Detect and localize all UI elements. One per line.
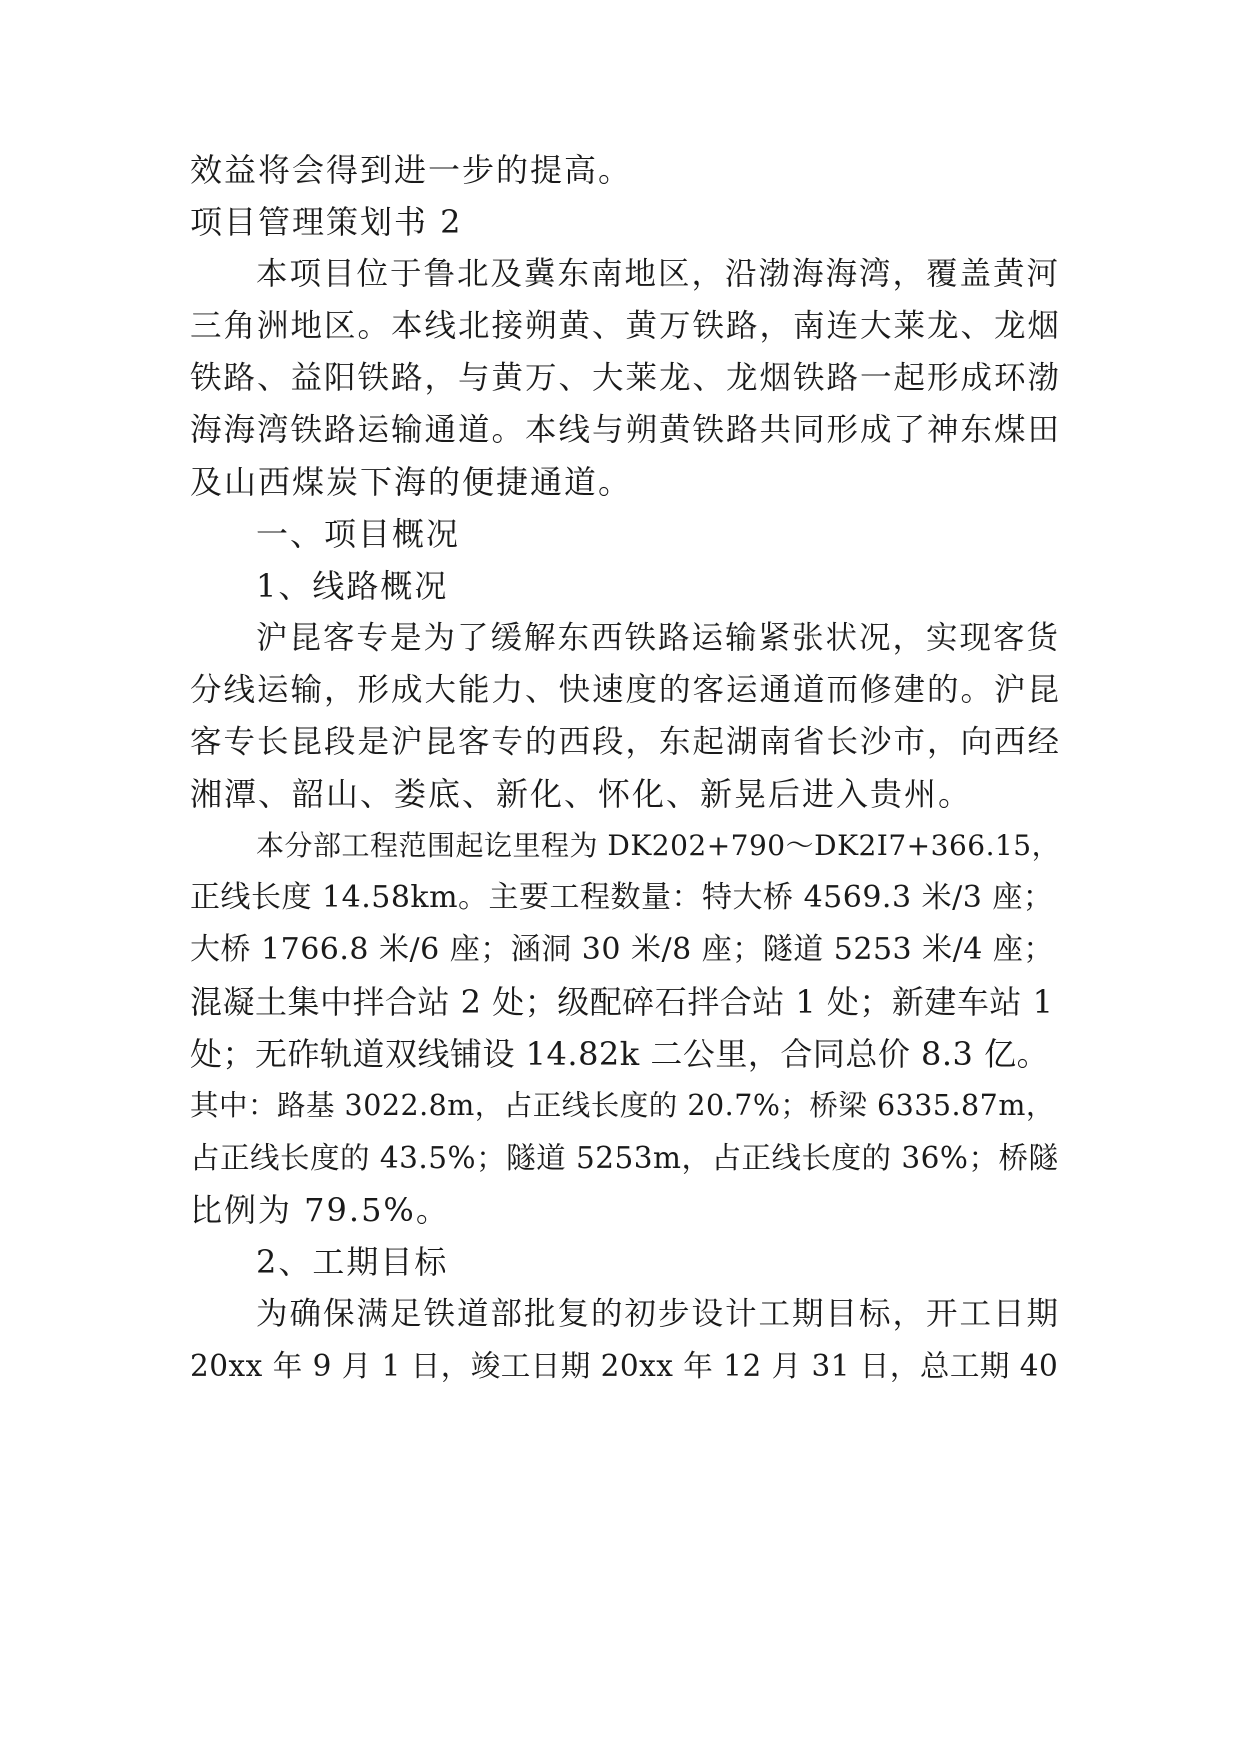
paragraph-line: 本分部工程范围起讫里程为 DK202+790～DK2I7+366.15， — [256, 829, 1061, 862]
paragraph-line: 海海湾铁路运输通道。本线与朔黄铁路共同形成了神东煤田 — [190, 412, 1062, 448]
paragraph-line-continuation: 效益将会得到进一步的提高。 — [190, 151, 633, 189]
paragraph-line: 占正线长度的 43.5%；隧道 5253m，占正线长度的 36%；桥隧 — [190, 1141, 1059, 1175]
paragraph-line: 为确保满足铁道部批复的初步设计工期目标，开工日期 — [256, 1296, 1061, 1332]
paragraph-line: 客专长昆段是沪昆客专的西段，东起湖南省长沙市，向西经 — [190, 724, 1062, 760]
paragraph-line: 分线运输，形成大能力、快速度的客运通道而修建的。沪昆 — [190, 672, 1062, 708]
paragraph-line: 及山西煤炭下海的便捷通道。 — [190, 463, 633, 501]
paragraph-line: 混凝土集中拌合站 2 处；级配碎石拌合站 1 处；新建车站 1 — [190, 983, 1054, 1021]
heading-project-overview: 一、项目概况 — [256, 515, 461, 553]
paragraph-line: 处；无砟轨道双线铺设 14.82k 二公里，合同总价 8.3 亿。 — [190, 1035, 1050, 1073]
heading-schedule-target: 2、工期目标 — [256, 1243, 449, 1281]
paragraph-line: 大桥 1766.8 米/6 座；涵洞 30 米/8 座；隧道 5253 米/4 座； — [190, 932, 1054, 967]
paragraph-line: 沪昆客专是为了缓解东西铁路运输紧张状况，实现客货 — [256, 620, 1061, 656]
paragraph-line: 湘潭、韶山、娄底、新化、怀化、新晃后进入贵州。 — [190, 775, 973, 813]
paragraph-line: 比例为 79.5%。 — [190, 1191, 450, 1229]
paragraph-line: 本项目位于鲁北及冀东南地区，沿渤海海湾，覆盖黄河 — [256, 256, 1061, 292]
paragraph-line: 20xx 年 9 月 1 日，竣工日期 20xx 年 12 月 31 日，总工期 40 — [190, 1349, 1059, 1383]
heading-route-overview: 1、线路概况 — [256, 567, 449, 605]
paragraph-line: 铁路、益阳铁路，与黄万、大莱龙、龙烟铁路一起形成环渤 — [190, 360, 1062, 396]
paragraph-line: 其中：路基 3022.8m，占正线长度的 20.7%；桥梁 6335.87m， — [190, 1089, 1055, 1122]
paragraph-line: 三角洲地区。本线北接朔黄、黄万铁路，南连大莱龙、龙烟 — [190, 308, 1062, 344]
paragraph-line: 正线长度 14.58km。主要工程数量：特大桥 4569.3 米/3 座； — [190, 880, 1054, 915]
section-title: 项目管理策划书 2 — [190, 203, 463, 241]
